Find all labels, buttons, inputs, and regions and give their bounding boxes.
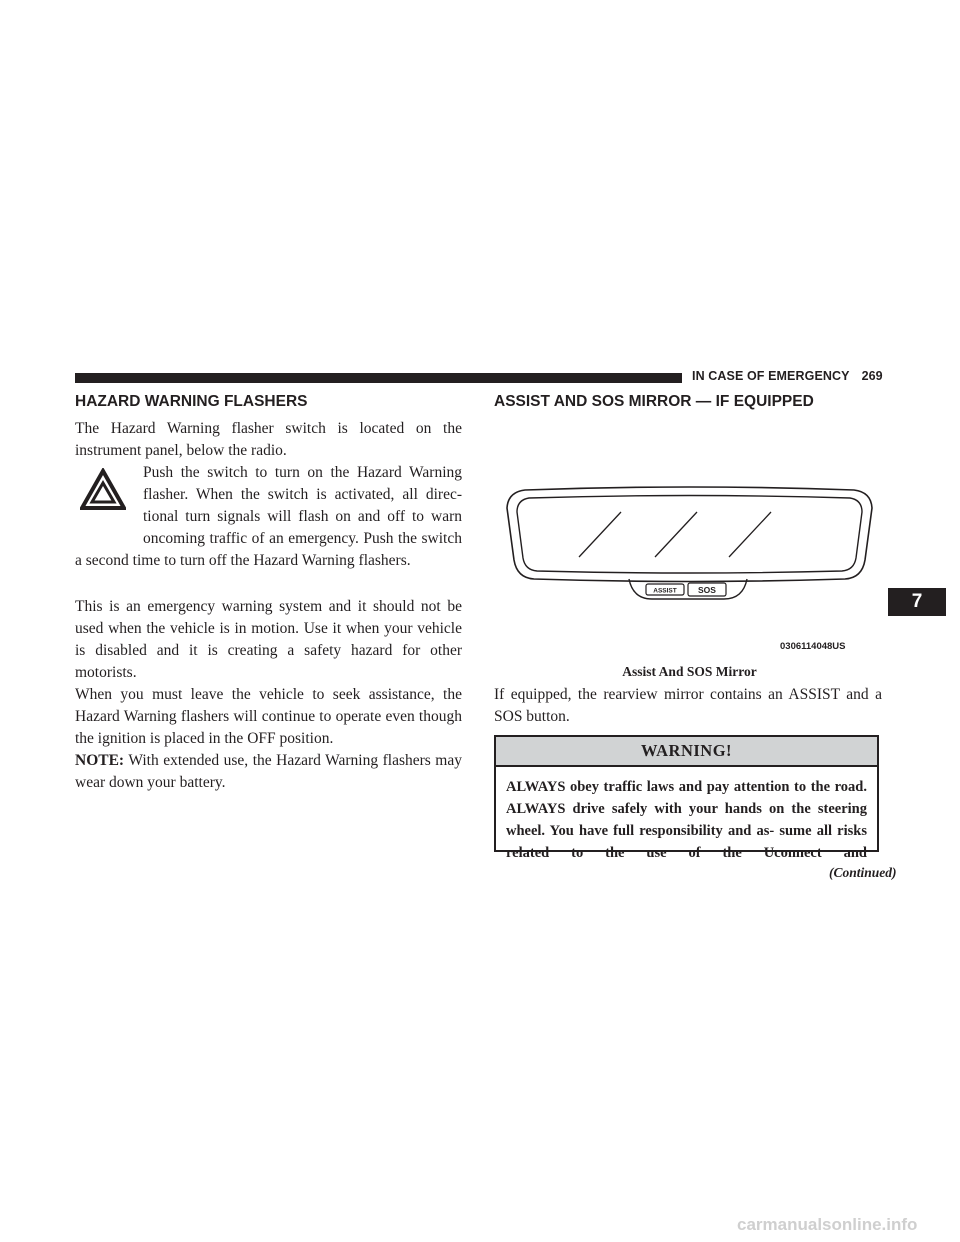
- figure-caption: Assist And SOS Mirror: [622, 664, 757, 679]
- warning-body: ALWAYS obey traffic laws and pay attention to the road. ALWAYS drive safely with your hands on the steering wheel. You have full responsibility and as- sume all risks related to the use of the Uconnect and: [506, 779, 867, 861]
- warning-box: [494, 735, 879, 861]
- page-number: 269: [861, 369, 883, 383]
- note-label: NOTE:: [75, 752, 125, 769]
- battery-note: [75, 750, 462, 794]
- assist-button-label: ASSIST: [653, 587, 677, 595]
- watermark: carmanualsonline.info: [737, 1215, 918, 1234]
- running-header: [692, 369, 883, 383]
- hazard-intro-paragraph: The Hazard Warning flasher switch is located on the instrument panel, below the radio.: [75, 420, 462, 459]
- header-rule: [75, 373, 682, 383]
- chapter-tab: 7: [888, 588, 946, 616]
- hazard-push-text: Push the switch to turn on the Hazard Warning flasher. When the switch is activated, all direc- tional turn signals will flash on and off to warn oncoming traffic of an emergency. Push the switch a second time to turn off the Hazard Warning flashers.: [75, 464, 462, 569]
- leave-vehicle-paragraph: When you must leave the vehicle to seek assistance, the Hazard Warning flashers will continue to operate even though the ignition is placed in the OFF position.: [75, 686, 462, 747]
- figure-code: 0306114048US: [780, 641, 846, 652]
- rearview-mirror-illustration: [497, 478, 882, 656]
- warning-title: WARNING!: [496, 737, 877, 767]
- hazard-push-paragraph: [75, 462, 462, 572]
- sos-mirror-heading: ASSIST AND SOS MIRROR — IF EQUIPPED: [494, 393, 814, 410]
- mirror-paragraph: If equipped, the rearview mirror contains an ASSIST and a SOS button.: [494, 686, 882, 725]
- sos-button-label: SOS: [698, 585, 716, 595]
- emergency-system-paragraph: This is an emergency warning system and it should not be used when the vehicle is in motion. Use it when your vehicle is disabled and it is creating a safety hazard for other motorists.: [75, 598, 462, 681]
- hazard-heading: HAZARD WARNING FLASHERS: [75, 393, 308, 410]
- section-title: IN CASE OF EMERGENCY: [692, 369, 850, 383]
- note-text: With extended use, the Hazard Warning flashers may wear down your battery.: [75, 752, 462, 791]
- continued-label: (Continued): [829, 865, 897, 880]
